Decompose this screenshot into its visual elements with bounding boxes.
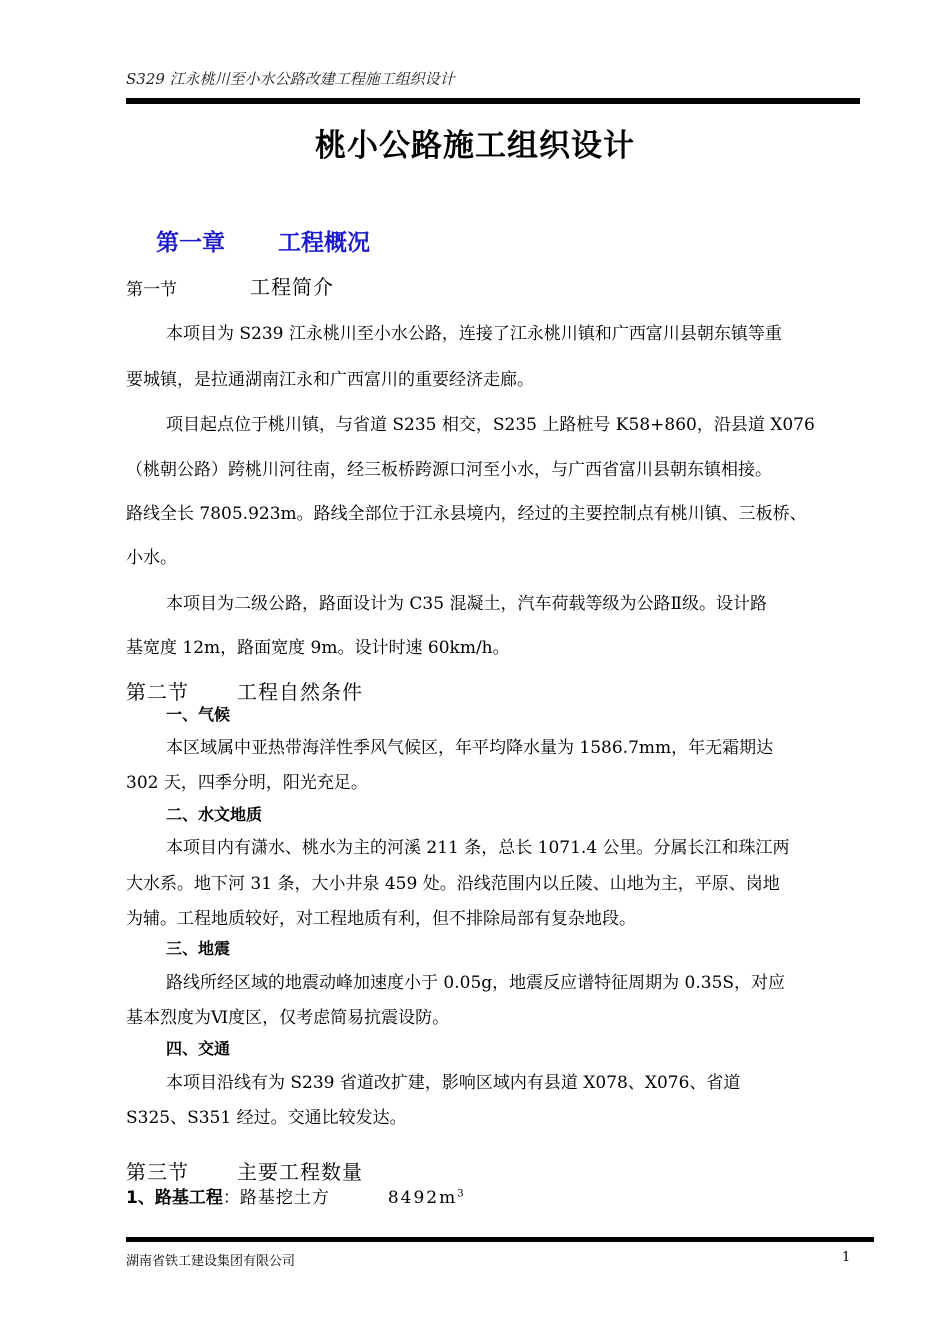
subheading-hydro: 二、水文地质: [166, 805, 263, 824]
paragraph-line: 小水。: [126, 548, 177, 568]
section2-label: 第二节: [126, 680, 189, 704]
page-number: 1: [842, 1250, 851, 1265]
paragraph-line: （桃朝公路）跨桃川河往南，经三板桥跨源口河至小水，与广西省富川县朝东镇相接。: [126, 460, 772, 480]
item-desc: 路基挖土方: [239, 1188, 330, 1208]
header-rule: [126, 98, 860, 104]
paragraph-line: 基本烈度为Ⅵ度区，仅考虑简易抗震设防。: [126, 1008, 450, 1028]
footer-rule: [126, 1237, 874, 1242]
footer-company: 湖南省铁工建设集团有限公司: [126, 1254, 296, 1269]
paragraph-line: 要城镇，是拉通湖南江永和广西富川的重要经济走廊。: [126, 370, 534, 390]
paragraph-line: 项目起点位于桃川镇，与省道 S235 相交，S235 上路桩号 K58+860，沿县道 X076: [166, 415, 815, 435]
section1-title: 工程简介: [250, 275, 334, 299]
paragraph-line: 路线全长 7805.923m。路线全部位于江永县境内，经过的主要控制点有桃川镇、三板桥、: [126, 504, 807, 524]
item-unit-sup: 3: [457, 1188, 464, 1200]
chapter-label: 第一章: [156, 230, 225, 256]
paragraph-line: 基宽度 12m，路面宽度 9m。设计时速 60km/h。: [126, 638, 510, 658]
paragraph-line: 本项目为二级公路，路面设计为 C35 混凝土，汽车荷载等级为公路Ⅱ级。设计路: [166, 594, 767, 614]
section2-title: 工程自然条件: [237, 680, 363, 704]
quantity-item: [126, 1183, 464, 1208]
paragraph-line: 大水系。地下河 31 条，大小井泉 459 处。沿线范围内以丘陵、山地为主，平原、岗地: [126, 874, 780, 894]
subheading-climate: 一、气候: [166, 705, 231, 724]
paragraph-line: 本项目沿线有为 S239 省道改扩建，影响区域内有县道 X078、X076、省道: [166, 1073, 741, 1093]
subheading-quake: 三、地震: [166, 939, 231, 958]
section3-label: 第三节: [126, 1160, 189, 1184]
item-colon: ：: [222, 1188, 240, 1208]
item-name: 路基工程: [154, 1188, 223, 1208]
paragraph-line: 路线所经区域的地震动峰加速度小于 0.05g，地震反应谱特征周期为 0.35S，对应: [166, 973, 786, 993]
paragraph-line: 本项目为 S239 江永桃川至小水公路，连接了江永桃川镇和广西富川县朝东镇等重: [166, 324, 782, 344]
running-header: S329 江永桃川至小水公路改建工程施工组织设计: [126, 70, 455, 88]
paragraph-line: 本项目内有潇水、桃水为主的河溪 211 条，总长 1071.4 公里。分属长江和珠江两: [166, 838, 790, 858]
section1-label: 第一节: [126, 280, 177, 300]
paragraph-line: 302 天，四季分明，阳光充足。: [126, 773, 368, 793]
subheading-traffic: 四、交通: [166, 1039, 231, 1058]
item-value: 8492m: [387, 1188, 458, 1208]
paragraph-line: 为辅。工程地质较好，对工程地质有利，但不排除局部有复杂地段。: [126, 909, 636, 929]
item-number: 1、: [126, 1188, 155, 1208]
paragraph-line: 本区域属中亚热带海洋性季风气候区，年平均降水量为 1586.7mm，年无霜期达: [166, 738, 774, 758]
paragraph-line: S325、S351 经过。交通比较发达。: [126, 1108, 407, 1128]
section3-title: 主要工程数量: [237, 1160, 363, 1184]
chapter-title: 工程概况: [278, 230, 370, 256]
document-title: 桃小公路施工组织设计: [315, 128, 635, 164]
